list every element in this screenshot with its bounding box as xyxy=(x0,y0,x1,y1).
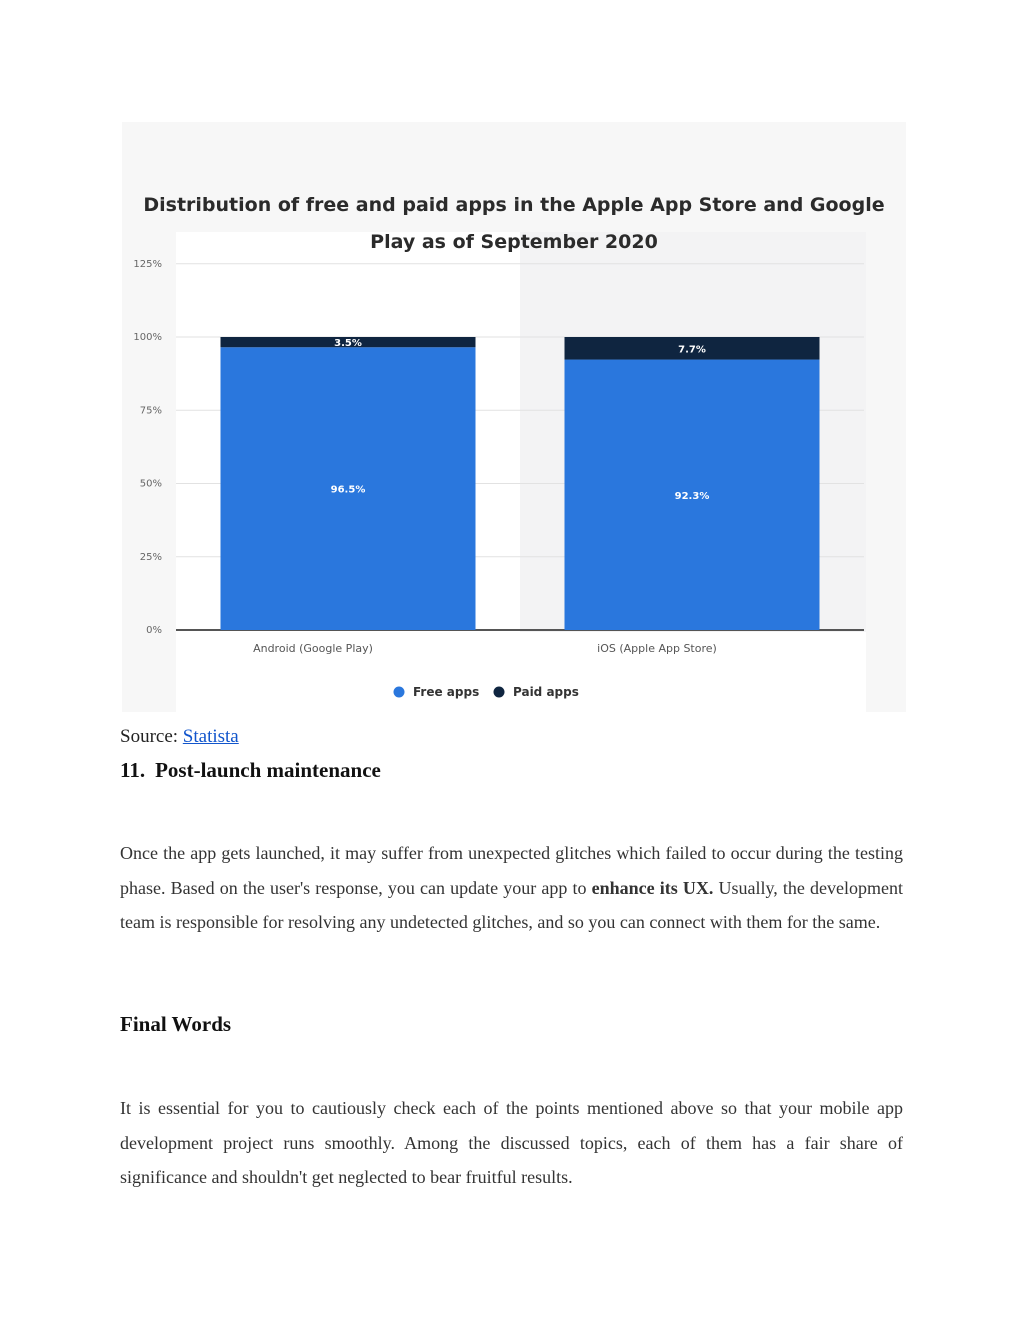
bar-data-label: 7.7% xyxy=(678,344,706,356)
maintenance-paragraph xyxy=(120,836,903,940)
y-tick-label: 50% xyxy=(139,478,162,490)
x-category-label: iOS (Apple App Store) xyxy=(597,642,717,655)
source-line xyxy=(120,726,239,748)
bar-data-label: 96.5% xyxy=(330,484,366,496)
legend-label: Paid apps xyxy=(513,685,579,699)
statista-link[interactable]: Statista xyxy=(182,726,239,747)
bar-data-label: 92.3% xyxy=(674,490,710,502)
bar-data-label: 3.5% xyxy=(334,338,362,350)
section-heading xyxy=(120,758,381,783)
section-title: Post-launch maintenance xyxy=(155,758,381,782)
legend-marker xyxy=(394,687,405,698)
source-label: Source: xyxy=(120,726,179,747)
stacked-bar-chart xyxy=(122,122,906,712)
y-tick-label: 125% xyxy=(133,258,162,270)
legend-marker xyxy=(494,687,505,698)
y-tick-label: 100% xyxy=(133,332,162,343)
legend-label: Free apps xyxy=(413,685,480,699)
section-number: 11. xyxy=(120,758,146,782)
x-category-label: Android (Google Play) xyxy=(253,642,373,655)
chart-figure xyxy=(122,122,906,712)
paragraph-bold-text: enhance its UX. xyxy=(591,877,714,898)
paragraph-text-1: Once the app gets launched, it may suffer from unexpected glitches which failed to occur during the testing phase. Based on the user's response, you can update your app to xyxy=(120,843,903,898)
chart-title-line-2: Play as of September 2020 xyxy=(370,231,658,253)
paragraph-text-2: Usually, the development team is responsible for resolving any undetected glitches, and so you can connect with them for the same. xyxy=(120,877,903,932)
final-words-heading: Final Words xyxy=(120,1012,232,1036)
y-tick-label: 25% xyxy=(139,551,162,563)
final-words-paragraph: It is essential for you to cautiously check each of the points mentioned above so that your mobile app development project runs smoothly. Among the discussed topics, each of them has a fair share of significance and shouldn't get neglected to bear fruitful results. xyxy=(120,1098,903,1187)
chart-title-line-1: Distribution of free and paid apps in the Apple App Store and Google xyxy=(143,194,885,216)
y-tick-label: 75% xyxy=(139,405,162,417)
y-tick-label: 0% xyxy=(146,625,162,636)
